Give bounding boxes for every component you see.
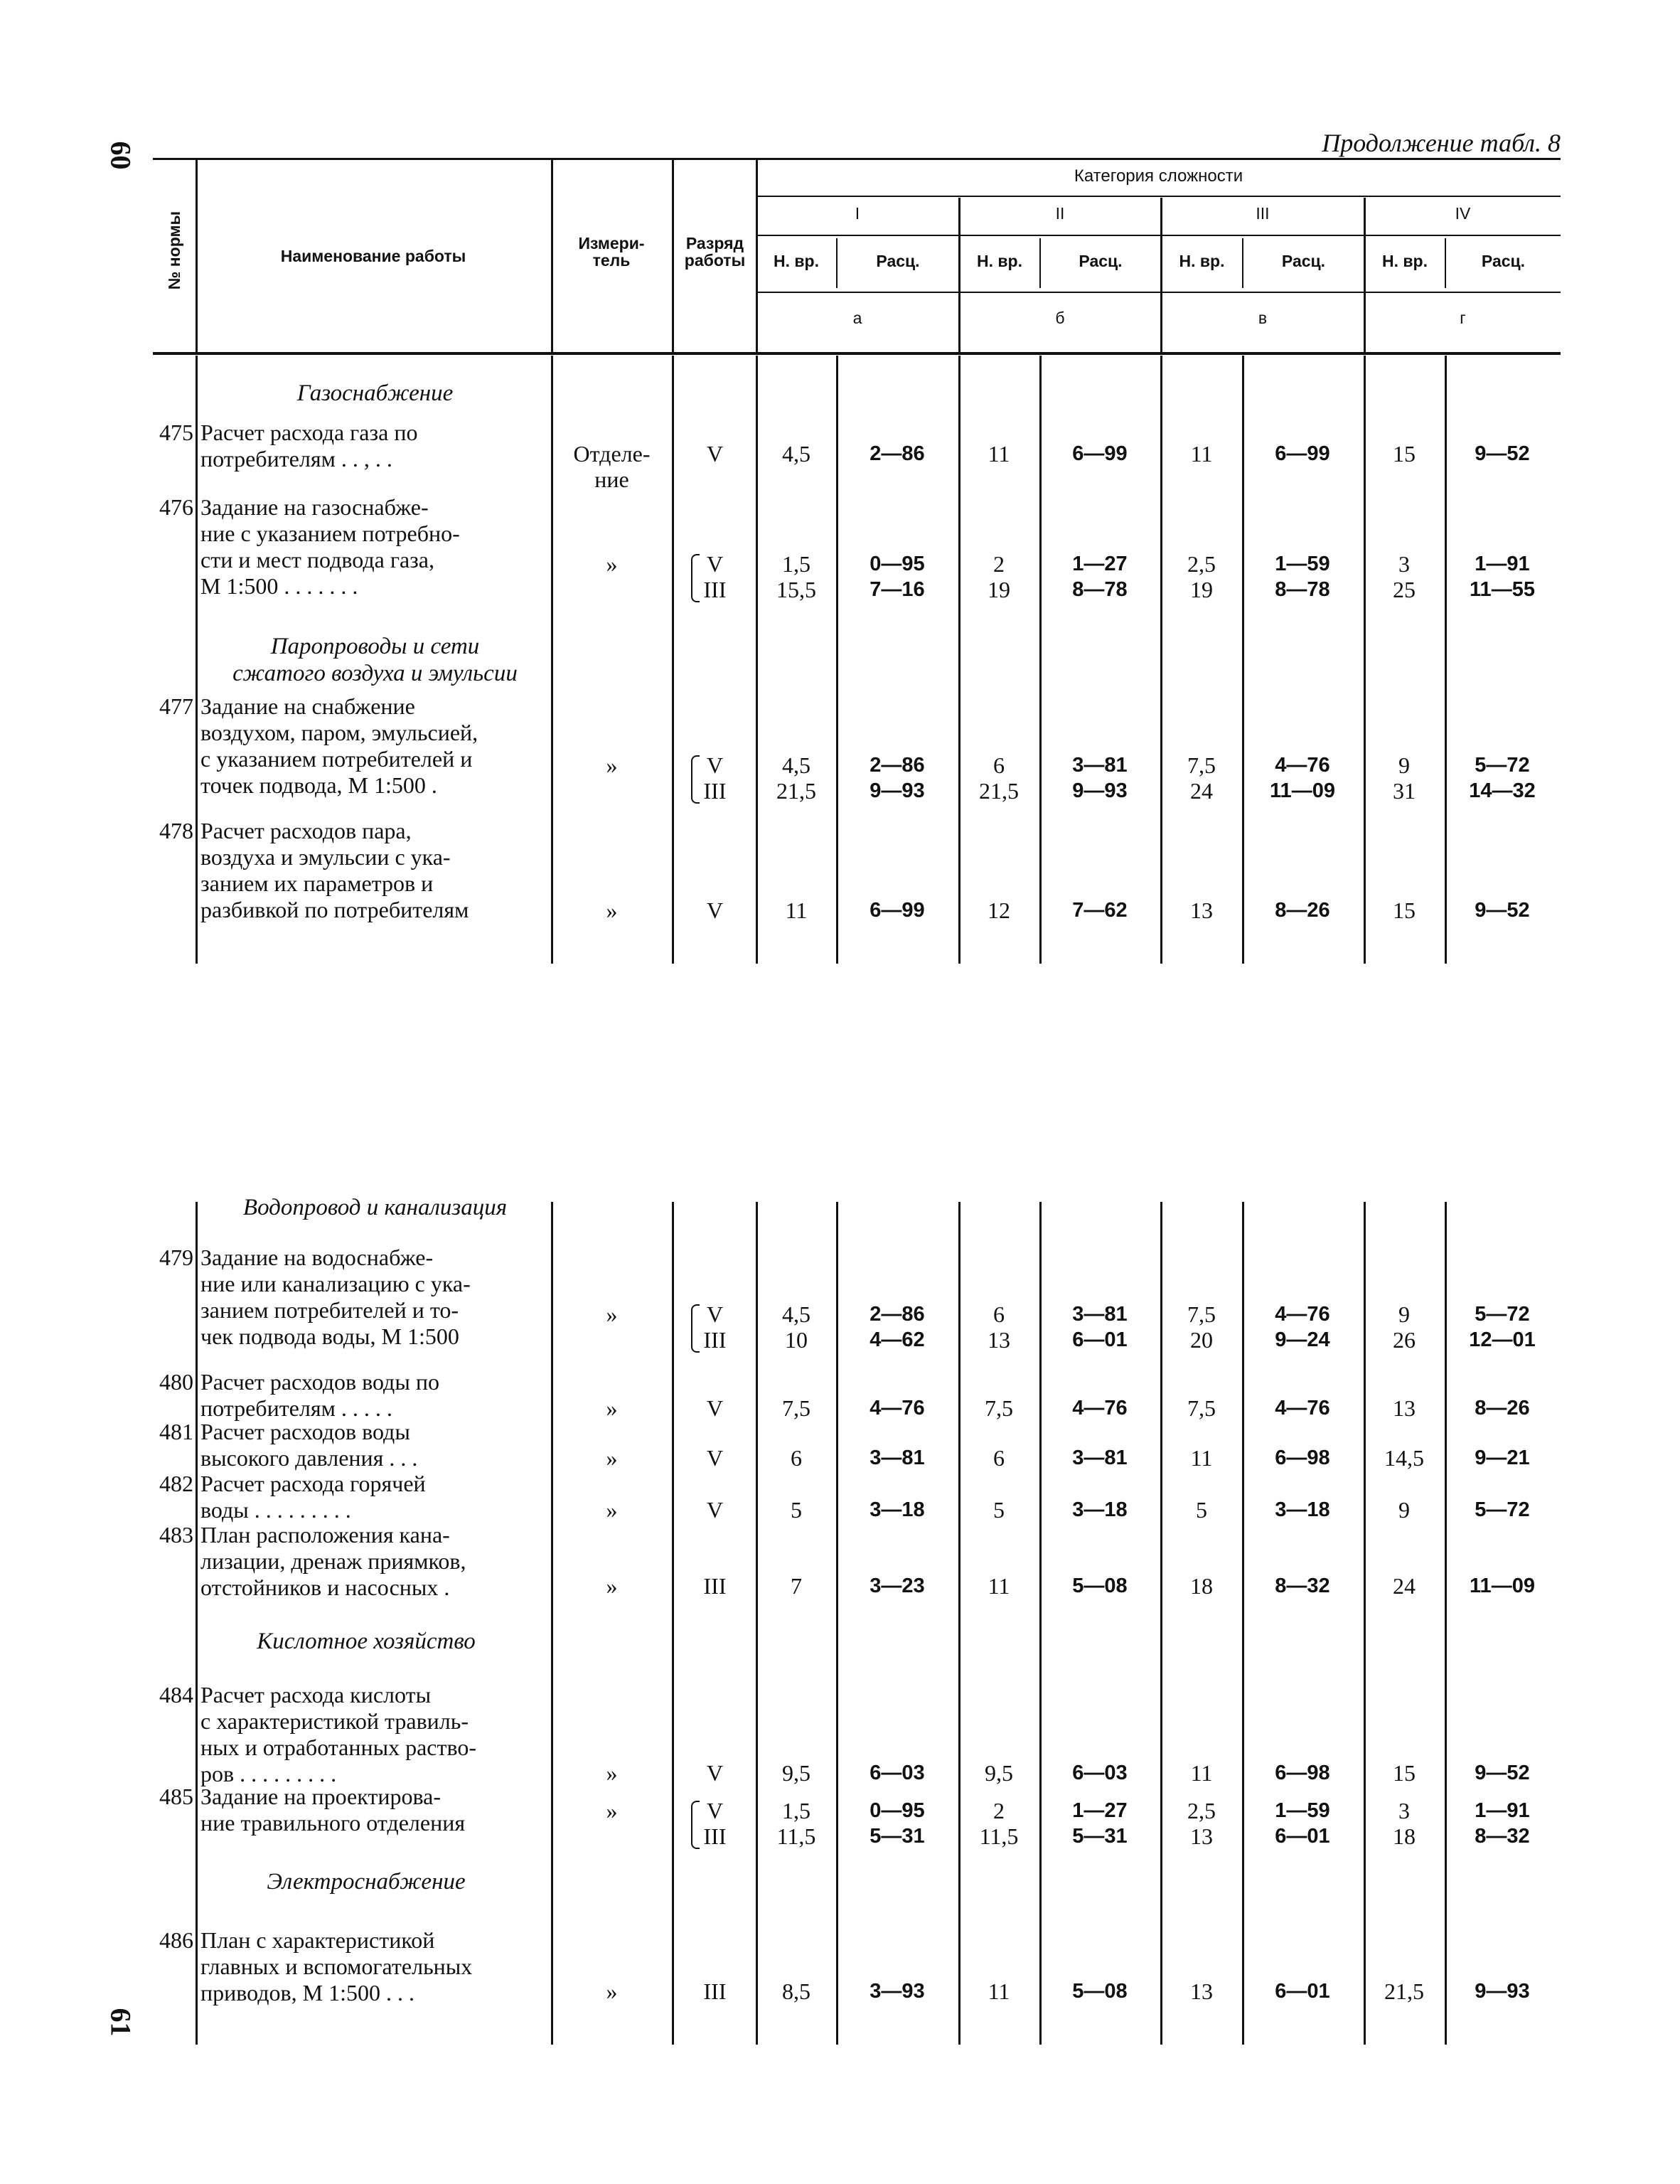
section-title: Кислотное хозяйство xyxy=(257,1629,476,1654)
rate-cell: 1—27 5—31 xyxy=(1072,1799,1128,1848)
norm-time-cell: 9 31 xyxy=(1393,752,1416,804)
norm-time-cell: 12 xyxy=(988,897,1010,923)
norm-time-cell: 4,5 10 xyxy=(782,1301,810,1353)
grade-cell: V xyxy=(706,897,724,923)
norm-time-cell: 11 xyxy=(1190,1760,1213,1786)
rasc-4: Расц. xyxy=(1481,252,1526,270)
norm-time-cell: 7,5 xyxy=(782,1395,810,1421)
norm-time-cell: 11 xyxy=(1190,1445,1213,1471)
grade-cell: V III xyxy=(703,551,727,602)
norm-time-cell: 11 xyxy=(988,1978,1010,2004)
work-name: Расчет расходов воды высокого давления . . . xyxy=(200,1419,418,1471)
norm-number: 477 xyxy=(159,693,193,719)
norm-time-cell: 11 xyxy=(1190,441,1213,467)
norm-time-cell: 14,5 xyxy=(1384,1445,1424,1471)
rasc-1: Расц. xyxy=(876,252,920,270)
norm-time-cell: 18 xyxy=(1190,1573,1213,1599)
work-name: Задание на газоснабже- ние с указанием потребно- сти и мест подвода газа, М 1:500 . . . . . . . xyxy=(200,494,460,599)
norm-time-cell: 9 xyxy=(1398,1497,1410,1523)
cat-roman-2: II xyxy=(1055,204,1065,223)
rate-cell: 9—52 xyxy=(1475,899,1530,922)
rate-cell: 3—81 6—01 xyxy=(1072,1303,1128,1351)
work-name: Расчет расхода горячей воды . . . . . . . . . xyxy=(200,1471,426,1523)
section-title: Электроснабжение xyxy=(267,1869,466,1895)
cat-roman-4: IV xyxy=(1455,204,1471,223)
rate-cell: 8—32 xyxy=(1275,1575,1330,1597)
rate-cell: 1—27 8—78 xyxy=(1072,553,1128,601)
norm-time-cell: 3 25 xyxy=(1393,551,1416,602)
grade-cell: III xyxy=(703,1978,727,2004)
rate-cell: 9—93 xyxy=(1475,1980,1530,2003)
rate-cell: 3—18 xyxy=(1072,1498,1128,1521)
norm-time-cell: 6 xyxy=(791,1445,802,1471)
cat-letter-3: в xyxy=(1258,309,1268,327)
rasc-2: Расц. xyxy=(1079,252,1123,270)
cat-letter-4: г xyxy=(1460,309,1466,327)
norm-number: 479 xyxy=(159,1245,193,1270)
page-number-top: 60 xyxy=(105,141,137,170)
rate-cell: 2—86 xyxy=(870,442,925,465)
rate-cell: 5—08 xyxy=(1072,1575,1128,1597)
norm-time-cell: 7,5 xyxy=(985,1395,1013,1421)
grade-cell: III xyxy=(703,1573,727,1599)
norm-time-cell: 9,5 xyxy=(782,1760,810,1786)
norm-number: 480 xyxy=(159,1369,193,1395)
norm-time-cell: 11 xyxy=(988,441,1010,467)
grade-cell: V xyxy=(706,1395,724,1421)
norm-time-cell: 2,5 13 xyxy=(1187,1798,1216,1849)
rate-cell: 11—09 xyxy=(1470,1575,1535,1597)
norm-time-cell: 4,5 21,5 xyxy=(776,752,816,804)
rate-cell: 9—21 xyxy=(1475,1447,1530,1469)
header-category: Категория сложности xyxy=(1074,166,1243,186)
cat-letter-2: б xyxy=(1055,309,1065,327)
rate-cell: 7—62 xyxy=(1072,899,1128,922)
unit-cell: » xyxy=(606,752,618,778)
nvr-1: Н. вр. xyxy=(774,252,819,270)
norm-time-cell: 13 xyxy=(1190,897,1213,923)
unit-cell: » xyxy=(606,1395,618,1421)
norm-time-cell: 7,5 xyxy=(1187,1395,1216,1421)
header-grade: Разряд работы xyxy=(684,234,746,270)
norm-time-cell: 2 19 xyxy=(988,551,1010,602)
rate-cell: 0—95 7—16 xyxy=(870,553,925,601)
norm-time-cell: 15 xyxy=(1393,897,1416,923)
rate-cell: 3—18 xyxy=(870,1498,925,1521)
norm-time-cell: 15 xyxy=(1393,441,1416,467)
norm-time-cell: 5 xyxy=(993,1497,1005,1523)
norm-number: 478 xyxy=(159,818,193,843)
norm-time-cell: 6 21,5 xyxy=(979,752,1019,804)
rate-cell: 3—81 xyxy=(1072,1447,1128,1469)
work-name: Задание на водоснабже- ние или канализацию с ука- занием потребителей и то- чек подвода воды, М 1:500 xyxy=(200,1245,471,1349)
rate-cell: 6—99 xyxy=(1072,442,1128,465)
rate-cell: 1—91 8—32 xyxy=(1475,1799,1530,1848)
work-name: Задание на проектирова- ние травильного отделения xyxy=(200,1784,466,1836)
section-title: Водопровод и канализация xyxy=(242,1195,508,1220)
norm-time-cell: 11 xyxy=(988,1573,1010,1599)
unit-cell: » xyxy=(606,551,618,577)
rate-cell: 1—91 11—55 xyxy=(1470,553,1535,601)
norm-time-cell: 11 xyxy=(785,897,808,923)
norm-time-cell: 15 xyxy=(1393,1760,1416,1786)
rate-cell: 3—18 xyxy=(1275,1498,1330,1521)
work-name: План с характеристикой главных и вспомогательных приводов, М 1:500 . . . xyxy=(200,1927,473,2005)
norm-time-cell: 13 xyxy=(1393,1395,1416,1421)
work-name: План расположения кана- лизации, дренаж приямков, отстойников и насосных . xyxy=(200,1522,466,1600)
norm-time-cell: 2 11,5 xyxy=(979,1798,1019,1849)
grade-cell: V xyxy=(706,441,724,467)
rate-cell: 3—81 9—93 xyxy=(1072,754,1128,802)
rate-cell: 3—23 xyxy=(870,1575,925,1597)
norm-time-cell: 5 xyxy=(791,1497,802,1523)
rate-cell: 3—81 xyxy=(870,1447,925,1469)
rate-cell: 4—76 xyxy=(870,1397,925,1419)
work-name: Расчет расхода кислоты с характеристикой травиль- ных и отработанных раство- ров . . . . . . . . . xyxy=(200,1682,477,1786)
rate-cell: 2—86 9—93 xyxy=(870,754,925,802)
nvr-2: Н. вр. xyxy=(977,252,1022,270)
norm-time-cell: 7 xyxy=(791,1573,802,1599)
norm-time-cell: 1,5 11,5 xyxy=(776,1798,816,1849)
norm-number: 485 xyxy=(159,1784,193,1809)
rate-cell: 9—52 xyxy=(1475,1762,1530,1784)
norm-time-cell: 1,5 15,5 xyxy=(776,551,816,602)
page-number-bottom: 61 xyxy=(105,2008,137,2037)
rate-cell: 4—76 xyxy=(1072,1397,1128,1419)
rate-cell: 6—03 xyxy=(870,1762,925,1784)
work-name: Задание на снабжение воздухом, паром, эмульсией, с указанием потребителей и точек подвода, М 1:500 . xyxy=(200,693,478,798)
unit-cell: » xyxy=(606,897,618,923)
unit-cell: » xyxy=(606,1445,618,1471)
norm-time-cell: 21,5 xyxy=(1384,1978,1424,2004)
nvr-4: Н. вр. xyxy=(1382,252,1428,270)
grade-cell: V xyxy=(706,1445,724,1471)
rate-cell: 5—08 xyxy=(1072,1980,1128,2003)
work-name: Расчет расходов воды по потребителям . . . . . xyxy=(200,1369,439,1421)
header-name: Наименование работы xyxy=(280,247,466,265)
norm-time-cell: 24 xyxy=(1393,1573,1416,1599)
norm-time-cell: 4,5 xyxy=(782,441,810,467)
rate-cell: 4—76 11—09 xyxy=(1270,754,1335,802)
rasc-3: Расц. xyxy=(1281,252,1326,270)
rate-cell: 1—59 6—01 xyxy=(1275,1799,1330,1848)
rate-cell: 5—72 xyxy=(1475,1498,1530,1521)
brace-icon xyxy=(691,1304,700,1353)
grade-cell: V xyxy=(706,1760,724,1786)
norm-time-cell: 2,5 19 xyxy=(1187,551,1216,602)
grade-cell: V III xyxy=(703,1798,727,1849)
continuation-label: Продолжение табл. 8 xyxy=(1322,129,1561,157)
rate-cell: 6—98 xyxy=(1275,1762,1330,1784)
rate-cell: 8—26 xyxy=(1475,1397,1530,1419)
unit-cell: » xyxy=(606,1798,618,1823)
unit-cell: » xyxy=(606,1978,618,2004)
cat-roman-1: I xyxy=(855,204,860,223)
rate-cell: 6—99 xyxy=(870,899,925,922)
rate-cell: 5—72 14—32 xyxy=(1469,754,1536,802)
rate-cell: 4—76 9—24 xyxy=(1275,1303,1330,1351)
norm-time-cell: 6 13 xyxy=(988,1301,1010,1353)
norm-time-cell: 8,5 xyxy=(782,1978,810,2004)
rate-cell: 6—03 xyxy=(1072,1762,1128,1784)
rate-cell: 5—72 12—01 xyxy=(1469,1303,1536,1351)
rate-cell: 3—93 xyxy=(870,1980,925,2003)
section-title: Паропроводы и сети сжатого воздуха и эмульсии xyxy=(232,634,518,686)
header-no: № нормы xyxy=(164,211,183,290)
norm-time-cell: 7,5 24 xyxy=(1187,752,1216,804)
brace-icon xyxy=(691,755,700,804)
norm-time-cell: 7,5 20 xyxy=(1187,1301,1216,1353)
norm-number: 476 xyxy=(159,494,193,520)
work-name: Расчет расхода газа по потребителям . . , . . xyxy=(200,420,418,472)
unit-cell: » xyxy=(606,1573,618,1599)
rate-cell: 4—76 xyxy=(1275,1397,1330,1419)
grade-cell: V III xyxy=(703,1301,727,1353)
norm-number: 475 xyxy=(159,420,193,445)
norm-number: 486 xyxy=(159,1927,193,1953)
section-title: Газоснабжение xyxy=(296,380,454,406)
work-name: Расчет расходов пара, воздуха и эмульсии с ука- занием их параметров и разбивкой по потребителям xyxy=(200,818,469,922)
norm-number: 483 xyxy=(159,1522,193,1548)
brace-icon xyxy=(691,554,700,602)
grade-cell: V III xyxy=(703,752,727,804)
grade-cell: V xyxy=(706,1497,724,1523)
rate-cell: 6—98 xyxy=(1275,1447,1330,1469)
rate-cell: 1—59 8—78 xyxy=(1275,553,1330,601)
rate-cell: 8—26 xyxy=(1275,899,1330,922)
unit-cell: » xyxy=(606,1497,618,1523)
unit-cell: » xyxy=(606,1301,618,1327)
norm-time-cell: 13 xyxy=(1190,1978,1213,2004)
unit-cell: Отделе- ние xyxy=(573,441,651,492)
norm-number: 482 xyxy=(159,1471,193,1496)
norm-time-cell: 9 26 xyxy=(1393,1301,1416,1353)
norm-number: 484 xyxy=(159,1682,193,1708)
norm-time-cell: 5 xyxy=(1196,1497,1207,1523)
norm-number: 481 xyxy=(159,1419,193,1444)
norm-time-cell: 6 xyxy=(993,1445,1005,1471)
nvr-3: Н. вр. xyxy=(1179,252,1225,270)
header-unit: Измери- тель xyxy=(578,234,645,270)
cat-roman-3: III xyxy=(1256,204,1270,223)
rate-cell: 9—52 xyxy=(1475,442,1530,465)
rate-cell: 6—01 xyxy=(1275,1980,1330,2003)
rate-cell: 0—95 5—31 xyxy=(870,1799,925,1848)
norm-time-cell: 9,5 xyxy=(985,1760,1013,1786)
brace-icon xyxy=(691,1801,700,1849)
unit-cell: » xyxy=(606,1760,618,1786)
norm-time-cell: 3 18 xyxy=(1393,1798,1416,1849)
rate-cell: 6—99 xyxy=(1275,442,1330,465)
rate-cell: 2—86 4—62 xyxy=(870,1303,925,1351)
cat-letter-1: а xyxy=(852,309,862,327)
